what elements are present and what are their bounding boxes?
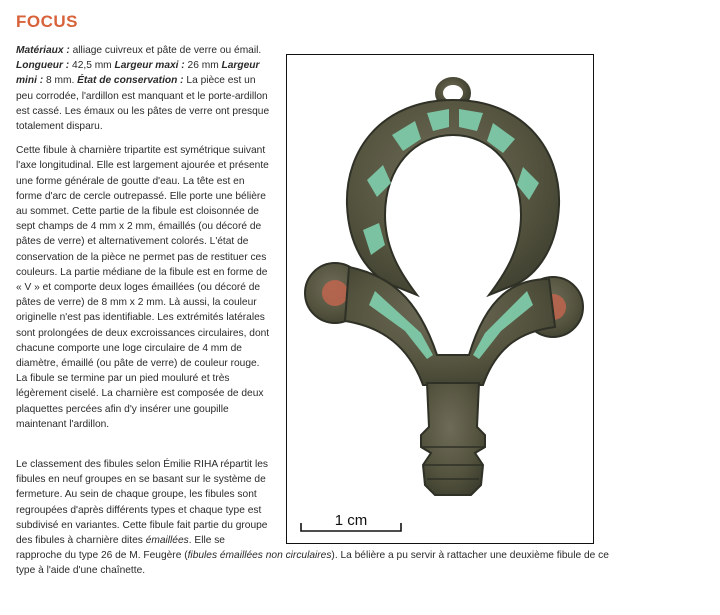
figure-spacer <box>272 457 616 548</box>
left-text-column <box>16 43 272 441</box>
scale-label: 1 cm <box>334 512 368 529</box>
classification-text-before: Le classement des fibules selon Émilie RIHA répartit les fibules en neuf groupes en se basant sur le système de fermeture. Au sein de chaque groupe, les fibules sont regroupées d'après différents types et chaque type est subdivisé en variantes. Cette fibule fait partie du groupe des fibules à charnière dites <box>16 459 268 547</box>
longueur-value: 42,5 mm <box>69 60 115 72</box>
classification-text-middle: . Elle se rapproche du type 26 de M. Feugère ( <box>16 535 225 562</box>
materiaux-value: alliage cuivreux et pâte de verre ou émail. <box>69 45 262 56</box>
classification-text-after: ). La bélière a pu servir à rattacher une deuxième fibule de ce type à l'aide d'une chaînette. <box>16 550 609 577</box>
etat-value: La pièce est un peu corrodée, l'ardillon est manquant et le porte-ardillon est cassé. Les émaux ou les pâtes de verre ont presque totalement disparu. <box>16 75 270 133</box>
classification-italic-2: fibules émaillées non circulaires <box>187 550 332 562</box>
specs-paragraph <box>16 43 272 134</box>
v-section <box>345 267 555 385</box>
largeur-mini-label: Largeur mini : <box>16 60 260 87</box>
classification-paragraph-wrap <box>16 457 616 588</box>
description-paragraph: Cette fibule à charnière tripartite est symétrique suivant l'axe longitudinal. Elle est largement ajourée et présente une forme générale de goutte d'eau. La tête est en forme d'arc de cercle outrepassé. Elle porte une bélière au sommet. Cette partie de la fibule est cloisonnée de sept champs de 4 mm x 2 mm, émaillés (ou décoré de pâtes de verre) et alternativement colorés. L'état de conservation de la pièce ne permet pas de restituer ces couleurs. La partie médiane de la fibule est en forme de « V » et comporte deux loges émaillées (ou décoré de pâtes de verre) de 8 mm x 2 mm. Là aussi, la couleur originelle n'est pas identifiable. Les extrémités latérales sont prolongées de deux excroissances circulaires, dont chacune comporte une loge circulaire de 4 mm de diamètre, émaillé (ou pâte de verre) de couleur rouge. La fibule se termine par un pied mouluré et très légèrement ciselé. La charnière est composée de deux plaquettes percées afin d'y insérer une goupille maintenant l'ardillon. <box>16 145 270 430</box>
longueur-label: Longueur : <box>16 60 70 72</box>
left-red-cell <box>322 280 348 306</box>
largeur-maxi-value: 26 mm <box>184 60 222 72</box>
largeur-mini-value: 8 mm. <box>43 75 78 87</box>
etat-label: État de conservation : <box>77 75 184 87</box>
materiaux-label: Matériaux : <box>16 45 70 56</box>
classification-italic-1: émaillées <box>145 535 189 547</box>
section-heading: FOCUS <box>16 12 78 31</box>
largeur-maxi-label: Largeur maxi : <box>114 60 185 72</box>
